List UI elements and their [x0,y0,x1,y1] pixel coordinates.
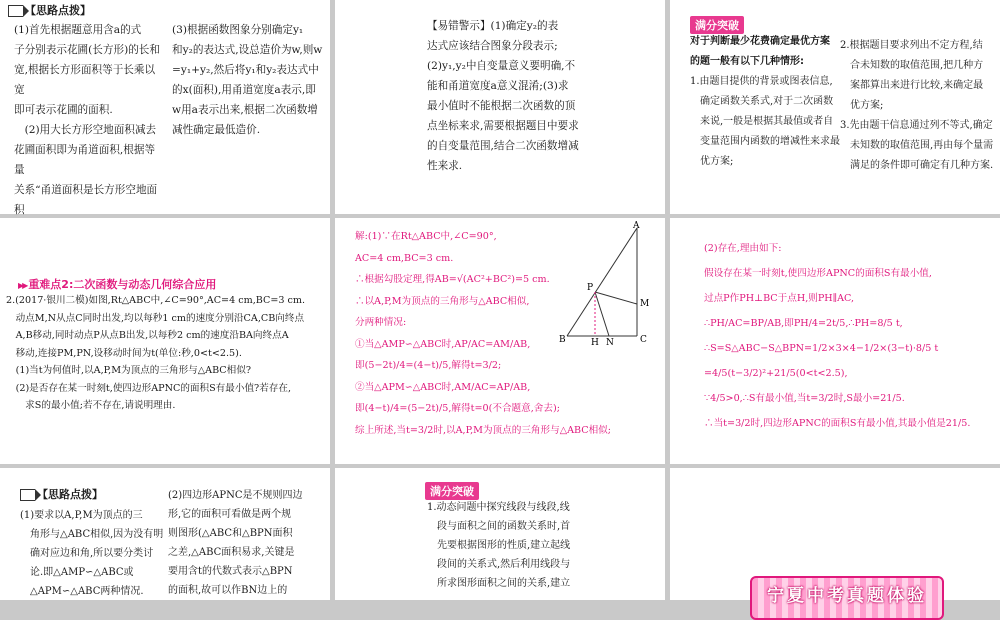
segment-pm [595,292,637,304]
tips2-left-line: 论.即△AMP∽△ABC或 [20,567,134,578]
full-score-right [840,36,1000,176]
solution-part2-text [704,236,994,436]
solution-line: 分两种情况: [355,317,407,328]
tips-left-line: 即可表示花圃的面积. [14,104,113,116]
error-warning-line: 【易错警示】(1)确定y₂的表 [427,20,559,32]
full-score2-line: 所求图形面积之间的关系,建立 [427,578,571,589]
full-score-left-line: 1.由题目提供的背景或图表信息, [690,76,833,87]
full-score-right-line: 3.先由题干信息通过列不等式,确定 [840,120,993,131]
tips2-right-line: 要用含t的代数式表示△BPN [168,566,293,577]
tips-left-line: (1)首先根据题意用含a的式 [14,24,142,36]
solution-line: 即(4−t)/4=(5−2t)/5,解得t=0(不合题意,舍去); [355,403,560,414]
section-title: ▶▶ 重难点2:二次函数与动态几何综合应用 [18,276,216,292]
full-score-title [690,32,850,72]
tips-right-column [172,20,324,140]
full-score-left-line: 确定函数关系式,对于二次函数 [690,96,834,107]
problem-line: 求S的最小值;若不存在,请说明理由. [6,400,176,411]
error-warning-line: 能和甬道宽度a意义混淆;(3)求 [427,80,569,92]
full-score2-line: 1.动态问题中探究线段与线段,线 [427,502,570,513]
problem-line: 移动,连接PM,PN,设移动时间为t(单位:秒,0<t<2.5). [6,347,242,359]
panel-error-warning [335,0,665,214]
arrow-icon [8,5,23,17]
solution-part2-line: ∴PH/AC=BP/AB,即PH/4=2t/5,∴PH=8/5 t, [704,318,903,329]
solution-line: 解:(1)∵在Rt△ABC中,∠C=90°, [355,231,497,242]
tips-right-line: w用a表示出来,根据二次函数增 [172,104,318,116]
solution-line: ①当△AMP∽△ABC时,AP/AC=AM/AB, [355,338,531,350]
solution-line: 即(5−2t)/4=(4−t)/5,解得t=3/2; [355,360,502,371]
label-a: A [633,221,640,231]
problem-line: 2.(2017·银川二模)如图,Rt△ABC中,∠C=90°,AC=4 cm,BC=3 cm. [6,295,306,306]
full-score-right-line: 未知数的取值范围,再由每个量需 [840,140,994,151]
problem-line: (1)当t为何值时,以A,P,M为顶点的三角形与△ABC相似? [6,365,251,376]
panel-full-score-1 [670,0,1000,214]
tips-right-line: 减性确定最低造价. [172,124,261,136]
error-warning-line: (2)y₁,y₂中自变量意义要明确,不 [427,60,576,72]
tips-left-line: 宽,根据长方形面积等于长乘以宽 [14,64,156,96]
tips2-right-line: 之差,△ABC面积易求,关键是 [168,547,295,558]
error-warning-line: 最小值时不能根据二次函数的顶 [427,100,576,112]
full-score-right-line: 合未知数的取值范围,把几种方 [840,60,984,71]
tips2-right [168,486,328,600]
tips2-left-line: (1)要求以A,P,M为顶点的三 [20,510,143,521]
problem-line: 动点M,N从点C同时出发,均以每秒1 cm的速度分别沿CA,CB向终点 [6,312,305,324]
exam-banner-text: 宁夏中考真题体验 [767,586,927,606]
panel-solution-2 [670,218,1000,464]
full-score-title-line: 对于判断最少花费确定最优方案 [690,36,830,47]
tips-right-line: 和y₂的表达式,设总造价为w,则w [172,44,323,56]
label-p: P [587,283,594,293]
tips-left-line: 关系“甬道面积是长方形空地面积 [14,184,158,216]
tips-left-line: (2)用大长方形空地面积减去 [14,124,157,136]
tips-header: 【思路点拨】 [8,2,91,18]
label-b: B [559,335,566,345]
full-score2-line: 先要根据图形的性质,建立起线 [427,540,571,551]
solution-part2-line: (2)存在,理由如下: [704,243,782,254]
error-warning-line: 性来求. [427,160,463,172]
tips2-left-line: △APM∽△ABC两种情况. [20,586,144,597]
full-score-right-line: 满足的条件即可确定有几种方案. [840,160,994,171]
error-warning-line: 的自变量范围,结合二次函数增减 [427,140,579,152]
tips2-header: 【思路点拨】 [20,486,103,502]
full-score2-line: 段间的关系式,然后利用线段与 [427,559,571,570]
tips-left-line: 花圃面积即为甬道面积,根据等量 [14,144,156,176]
full-score-left-line: 变量范围内函数的增减性来求最 [690,136,840,147]
label-h: H [591,338,599,348]
problem-line: (2)是否存在某一时刻t,使四边形APNC的面积S有最小值?若存在, [6,382,292,394]
solution-part2-line: ∴S=S△ABC−S△BPN=1/2×3×4−1/2×(3−t)·8/5 t [704,343,939,354]
full-score-left-line: 优方案; [690,156,734,167]
solution-part2-line: 过点P作PH⊥BC于点H,则PH∥AC, [704,293,855,304]
full-score-tag: 满分突破 [690,16,744,34]
error-warning-line: 点坐标来求,需要根据题目中要求 [427,120,579,132]
segment-pn [595,292,609,336]
solution-line: ∴以A,P,M为顶点的三角形与△ABC相似, [355,295,530,307]
full-score-right-line: 2.根据题目要求列出不定方程,结 [840,40,983,51]
solution-line: ②当△APM∽△ABC时,AM/AC=AP/AB, [355,381,531,393]
triangle-figure [557,222,653,346]
problem-text [6,292,328,415]
full-score2-line: 段与面积之间的函数关系时,首 [427,521,571,532]
tips2-right-line: (2)四边形APNC是不规则四边 [168,490,303,501]
full-score-right-line: 优方案; [840,100,884,111]
full-score-left [690,72,850,172]
label-n: N [606,338,614,348]
solution-part2-line: 假设存在某一时刻t,使四边形APNC的面积S有最小值, [704,268,932,279]
tips2-left-line: 确对应边和角,所以要分类讨 [20,548,154,559]
error-warning-text [427,16,647,176]
edge-ab [567,228,637,336]
panel-exam-banner [670,468,1000,606]
full-score-left-line: 来说,一般是根据其最值或者自 [690,116,834,127]
solution-line: 综上所述,当t=3/2时,以A,P,M为顶点的三角形与△ABC相似; [355,424,611,436]
tips2-right-line: 形,它的面积可看做是两个规 [168,509,292,520]
solution-line: AC=4 cm,BC=3 cm. [355,252,454,264]
label-m: M [640,299,650,309]
tips-left-line: 子分别表示花圃(长方形)的长和 [14,44,160,56]
tips-right-line: =y₁+y₂,然后将y₁和y₂表达式中 [172,64,319,76]
panel-full-score-2 [335,468,665,600]
tips2-right-line: 则图形(△ABC和△BPN面积 [168,528,293,539]
problem-line: A,B移动,同时动点P从点B出发,以每秒2 cm的速度沿BA向终点A [6,330,289,341]
solution-line: ∴根据勾股定理,得AB=√(AC²+BC²)=5 cm. [355,274,550,285]
panel-problem [0,218,330,464]
tips2-left [20,506,168,601]
error-warning-line: 达式应该结合图象分段表示; [427,40,558,52]
arrow-icon [20,489,35,501]
tips2-left-line: 角形与△ABC相似,因为没有明 [20,529,164,540]
label-c: C [640,335,647,345]
panel-thinking-tips-1 [0,0,330,214]
exam-banner [750,576,944,620]
full-score-title-line: 的题一般有以下几种情形: [690,56,804,67]
tips2-right-line: 的面积,故可以作BN边上的 [168,585,288,596]
full-score2-text [427,498,627,593]
full-score-right-line: 案都算出来进行比较,来确定最 [840,80,984,91]
tips-right-line: (3)根据函数图象分别确定y₁ [172,24,304,36]
panel-thinking-tips-2 [0,468,330,600]
solution-part2-line: =4/5(t−3/2)²+21/5(0<t<2.5), [704,368,848,379]
panel-solution-1 [335,218,665,464]
full-score-tag-2: 满分突破 [425,482,479,500]
tips-left-column [14,20,164,240]
tips-right-line: 的x(面积),用甬道宽度a表示,即 [172,84,316,96]
solution-part2-line: ∴当t=3/2时,四边形APNC的面积S有最小值,其最小值是21/5. [704,418,971,429]
solution-part2-line: ∵4/5>0,∴S有最小值,当t=3/2时,S最小=21/5. [704,393,905,404]
